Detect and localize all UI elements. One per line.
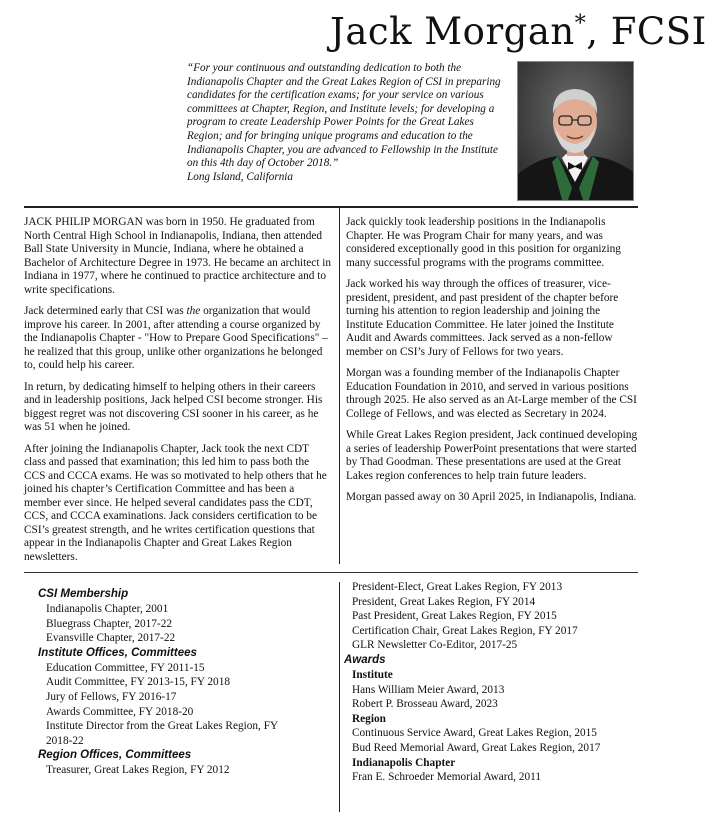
citation — [187, 62, 505, 184]
bio-paragraph: Jack worked his way through the offices of treasurer, vice-president, president, and past president of the chapter before turning his attention to region leadership and joining the Institute Education Committee. He later joined the Institute Audit and Awards committees. Jack served as a non-fellow member on CSI’s Jury of Fellows for two years. — [346, 278, 619, 358]
list-item: Indianapolis Chapter, 2001 — [46, 603, 169, 615]
list-item: Certification Chair, Great Lakes Region, FY 2017 — [352, 624, 578, 637]
section-title-region: Region Offices, Committees — [38, 749, 192, 762]
deceased-star: * — [574, 11, 587, 37]
portrait-photo — [517, 61, 634, 201]
list-item: Bud Reed Memorial Award, Great Lakes Region, 2017 — [352, 741, 601, 754]
bio-emphasis: the — [186, 305, 201, 317]
biography-left-column — [24, 216, 332, 572]
list-item: Fran E. Schroeder Memorial Award, 2011 — [352, 771, 541, 784]
citation-text: “For your continuous and outstanding dedication to both the Indianapolis Chapter and the Great Lakes Region of CSI in preparing candidates for the certification exams; for your service on various committees at Chapter, Region, and Institute levels; for developing a program to create Leadership Power Points for the Great Lakes Region; and for bringing unique programs and education to the Indianapolis Chapter, you are advanced to Fellowship in the Institute on this 4th day of October 2018.” — [187, 62, 501, 170]
list-item: Institute Director from the Great Lakes Region, FY 2018-22 — [46, 720, 278, 747]
list-item: Treasurer, Great Lakes Region, FY 2012 — [46, 764, 230, 777]
bio-paragraph: Jack quickly took leadership positions in the Indianapolis Chapter. He was Program Chair for many years, and was considered exceptionally good in this position for organizing many successful programs with the programs committee. — [346, 216, 621, 269]
list-item: Bluegrass Chapter, 2017-22 — [46, 617, 172, 630]
section-title-institute: Institute Offices, Committees — [38, 646, 197, 659]
list-item: Robert P. Brosseau Award, 2023 — [352, 698, 498, 711]
credentials-left-list — [38, 587, 328, 778]
list-item: Audit Committee, FY 2013-15, FY 2018 — [46, 676, 230, 689]
column-divider-bottom — [339, 582, 340, 812]
section-title-membership: CSI Membership — [38, 588, 129, 600]
fellow-suffix: , FCSI — [586, 10, 707, 53]
column-divider-top — [339, 208, 340, 564]
list-item: Hans William Meier Award, 2013 — [352, 683, 505, 696]
list-item: Continuous Service Award, Great Lakes Region, 2015 — [352, 727, 597, 740]
page-title — [330, 10, 707, 53]
list-item: President, Great Lakes Region, FY 2014 — [352, 595, 536, 608]
credentials-right-list — [344, 580, 636, 785]
list-item: Jury of Fellows, FY 2016-17 — [46, 690, 177, 703]
bio-paragraph: Morgan passed away on 30 April 2025, in Indianapolis, Indiana. — [346, 491, 637, 503]
list-item: Past President, Great Lakes Region, FY 2015 — [352, 610, 557, 623]
awards-subtitle-institute: Institute — [352, 668, 393, 681]
bio-paragraph: After joining the Indianapolis Chapter, Jack took the next CDT class and passed that examination; this led him to pass both the CCS and CCCA exams. He was so motivated to help others that he joined his chapter’s Certification Committee and has been a member ever since. He helped several candidates pass the CDT, CCS, and CCCA examinations. Jack considers certification to be CSI’s greatest strength, and he writes certification questions that appear in the Indianapolis Chapter and Great Lakes Region newsletters. — [24, 442, 327, 563]
awards-subtitle-chapter: Indianapolis Chapter — [352, 756, 456, 769]
list-item: GLR Newsletter Co-Editor, 2017-25 — [352, 639, 518, 652]
section-title-awards: Awards — [344, 653, 386, 666]
bio-paragraph: In return, by dedicating himself to helping others in their careers and in leadership positions, Jack helped CSI become stronger. His biggest regret was not discovering CSI sooner in his career, as he was 51 when he joined. — [24, 380, 323, 433]
bio-paragraph: JACK PHILIP MORGAN was born in 1950. He graduated from North Central High School in Indianapolis, Indiana, then attended Ball State University in Muncie, Indiana, where he obtained a Bachelor of Architecture Degree in 1973. He became an architect in Indiana in 1977, where he continued to practice architecture and to write specifications. — [24, 216, 332, 296]
portrait-illustration — [518, 62, 633, 200]
bio-paragraph: Morgan was a founding member of the Indianapolis Chapter Education Foundation in 2010, and served in various positions through 2025. He also served as an At-Large member of the CSI College of Fellows, and was elected as Secretary in 2024. — [346, 367, 637, 420]
fellow-name: Jack Morgan — [330, 10, 575, 53]
bio-text: organization that would improve his career. In 2001, after attending a course organized by the Indianapolis Chapter - "How to Prepare Good Specifications" – he realized that this group, unlike other organizations he belonged to, could help his career. — [24, 305, 328, 371]
header-divider — [24, 206, 638, 208]
awards-subtitle-region: Region — [352, 712, 386, 725]
list-item: Awards Committee, FY 2018-20 — [46, 705, 194, 718]
bio-paragraph: While Great Lakes Region president, Jack continued developing a series of leadership PowerPoint presentations that were started by Thad Goodman. These presentations are used at the Great Lakes region conferences to help train future leaders. — [346, 429, 638, 482]
bio-paragraph — [24, 305, 332, 373]
list-item: President-Elect, Great Lakes Region, FY 2013 — [352, 581, 563, 593]
list-item: Education Committee, FY 2011-15 — [46, 661, 205, 674]
biography-right-column — [346, 216, 638, 513]
bio-text: Jack determined early that CSI was — [24, 305, 187, 317]
citation-location: Long Island, California — [187, 170, 293, 183]
list-item: Evansville Chapter, 2017-22 — [46, 632, 176, 645]
section-divider — [24, 572, 638, 573]
